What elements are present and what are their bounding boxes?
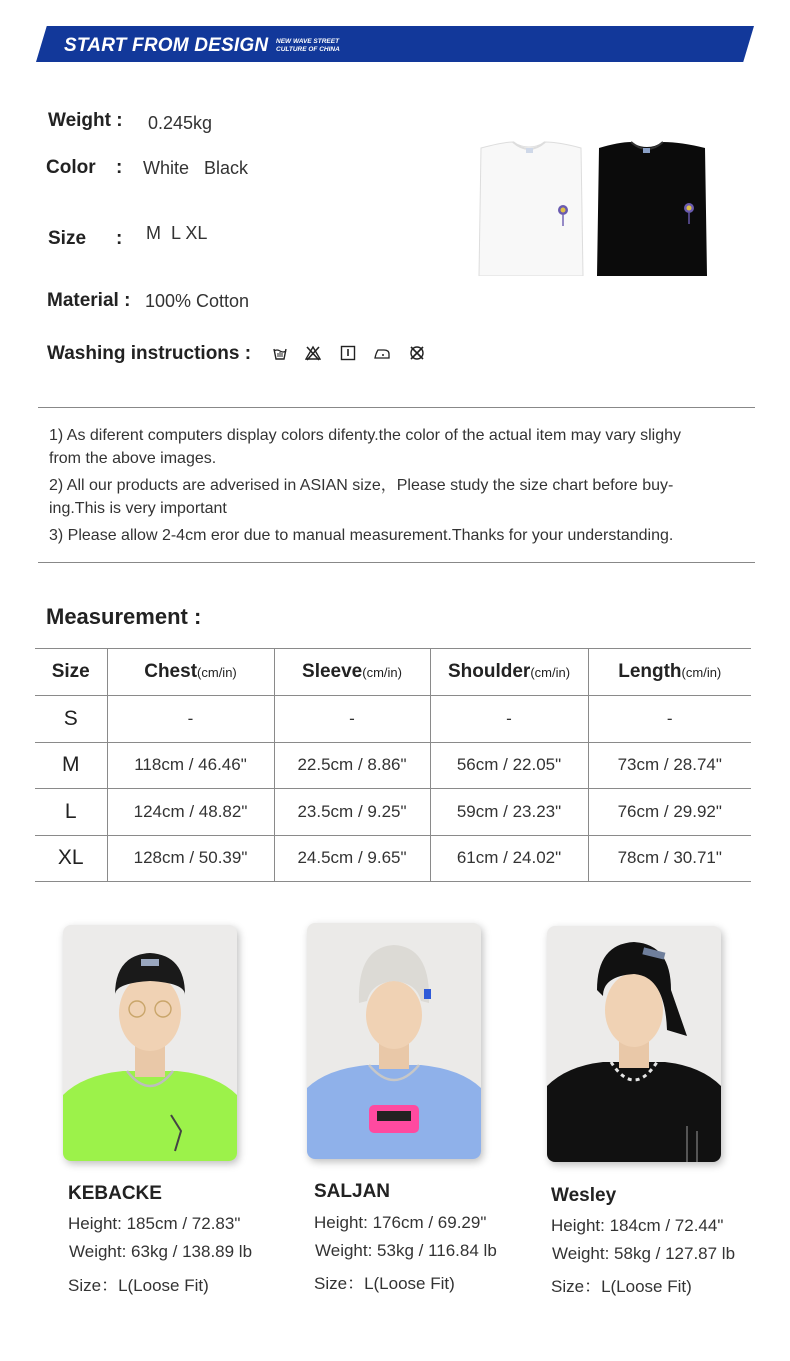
- cell-size: L: [35, 789, 107, 836]
- note-1-line2: from the above images.: [49, 450, 217, 467]
- model-photo-saljan: [307, 923, 481, 1159]
- divider-top: [38, 407, 755, 408]
- cell-length: 73cm / 28.74": [588, 742, 751, 789]
- cell-chest: 124cm / 48.82": [107, 789, 274, 836]
- cell-chest: 128cm / 50.39": [107, 835, 274, 882]
- cell-sleeve: -: [274, 696, 430, 743]
- model-wesley-figure: [547, 926, 721, 1162]
- model-name: Wesley: [551, 1185, 617, 1206]
- header-sleeve-unit: (cm/in): [362, 665, 402, 680]
- cell-chest: 118cm / 46.46": [107, 742, 274, 789]
- size-label: Size: [48, 228, 87, 249]
- header-length: [588, 649, 751, 696]
- header-chest-label: Chest: [144, 661, 198, 682]
- header-shoulder-label: Shoulder: [447, 661, 531, 682]
- cell-sleeve: 23.5cm / 9.25": [274, 789, 430, 836]
- banner-subtitle-line1: NEW WAVE STREET: [276, 38, 340, 45]
- header-shoulder-unit: (cm/in): [530, 665, 571, 680]
- header-size-label: Size: [51, 661, 90, 682]
- note-2-line1: 2) All our products are adverised in ASIAN size，Please study the size chart before buy-: [49, 477, 674, 494]
- white-tshirt-image: [473, 140, 585, 276]
- model-kebacke-figure: [63, 925, 237, 1161]
- header-shoulder: [430, 649, 588, 696]
- size-colon: :: [116, 228, 123, 249]
- model-weight: Weight: 53kg / 116.84 lb: [315, 1241, 497, 1260]
- color-value: White Black: [143, 158, 249, 178]
- model-photo-kebacke: [63, 925, 237, 1161]
- cell-chest: -: [107, 696, 274, 743]
- cell-size: M: [35, 742, 107, 789]
- cell-length: 76cm / 29.92": [588, 789, 751, 836]
- banner-subtitle: [276, 38, 340, 54]
- note-3: 3) Please allow 2-4cm eror due to manual measurement.Thanks for your understanding.: [49, 527, 674, 544]
- cell-shoulder: -: [430, 696, 588, 743]
- note-2-line2: ing.This is very important: [49, 500, 227, 517]
- model-name: KEBACKE: [68, 1183, 162, 1204]
- model-name: SALJAN: [314, 1181, 391, 1202]
- table-row: [35, 789, 751, 836]
- model-photo-wesley: [547, 926, 721, 1162]
- header-length-label: Length: [618, 661, 682, 682]
- model-height: Height: 185cm / 72.83": [68, 1214, 241, 1233]
- divider-bottom: [38, 562, 755, 563]
- table-header-row: [35, 649, 751, 696]
- table-row: [35, 835, 751, 882]
- material-label: Material :: [47, 290, 131, 311]
- header-length-unit: (cm/in): [681, 665, 722, 680]
- model-height: Height: 184cm / 72.44": [551, 1216, 724, 1235]
- header-sleeve-label: Sleeve: [302, 661, 363, 682]
- weight-label: Weight :: [48, 110, 123, 131]
- measurement-table: [35, 648, 751, 882]
- header-chest-unit: (cm/in): [197, 665, 237, 680]
- cell-shoulder: 59cm / 23.23": [430, 789, 588, 836]
- hand-wash-icon: [272, 345, 288, 361]
- model-size: Size：L(Loose Fit): [314, 1274, 455, 1293]
- cell-shoulder: 56cm / 22.05": [430, 742, 588, 789]
- cell-sleeve: 24.5cm / 9.65": [274, 835, 430, 882]
- do-not-dry-clean-icon: [409, 345, 425, 361]
- banner-subtitle-line2: CULTURE OF CHINA: [276, 46, 340, 53]
- note-1-line1: 1) As diferent computers display colors difenty.the color of the actual item may vary slighy: [49, 427, 681, 444]
- iron-low-icon: [374, 345, 390, 361]
- model-size: Size：L(Loose Fit): [68, 1276, 209, 1295]
- model-size: Size：L(Loose Fit): [551, 1277, 692, 1296]
- cell-size: XL: [35, 835, 107, 882]
- header-size: [35, 649, 107, 696]
- header-chest: [107, 649, 274, 696]
- measurement-title: Measurement :: [46, 604, 202, 629]
- table-row: [35, 696, 751, 743]
- cell-length: 78cm / 30.71": [588, 835, 751, 882]
- cell-shoulder: 61cm / 24.02": [430, 835, 588, 882]
- black-tshirt-image: [595, 140, 707, 276]
- model-saljan-figure: [307, 923, 481, 1159]
- tumble-dry-icon: [340, 345, 356, 361]
- weight-value: 0.245kg: [148, 113, 213, 133]
- color-colon: :: [116, 157, 123, 178]
- material-value: 100% Cotton: [145, 291, 250, 311]
- size-value: M L XL: [146, 223, 208, 243]
- model-height: Height: 176cm / 69.29": [314, 1213, 487, 1232]
- header-sleeve: [274, 649, 430, 696]
- cell-sleeve: 22.5cm / 8.86": [274, 742, 430, 789]
- model-weight: Weight: 58kg / 127.87 lb: [552, 1244, 736, 1263]
- cell-length: -: [588, 696, 751, 743]
- banner-title: START FROM DESIGN: [64, 35, 269, 56]
- note-2: [49, 474, 739, 520]
- table-row: [35, 742, 751, 789]
- washing-label: Washing instructions :: [47, 343, 252, 364]
- model-weight: Weight: 63kg / 138.89 lb: [69, 1242, 253, 1261]
- do-not-bleach-icon: [305, 345, 321, 361]
- cell-size: S: [35, 696, 107, 743]
- note-1: [49, 424, 739, 470]
- color-label: Color: [46, 157, 96, 178]
